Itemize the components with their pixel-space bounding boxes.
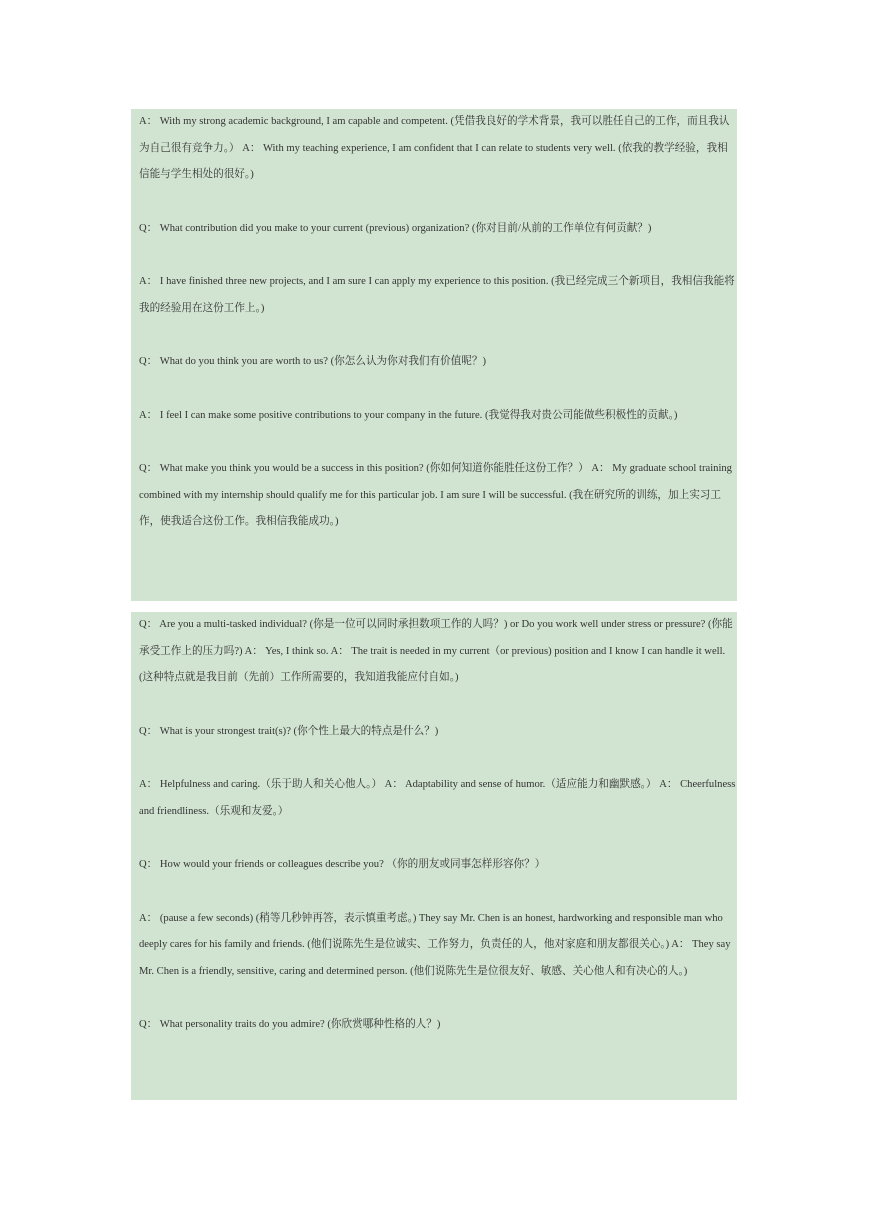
paragraph: Q： How would your friends or colleagues describe you? （你的朋友或同事怎样形容你？）: [139, 859, 546, 870]
paragraph: Q： What make you think you would be a success in this position? (你如何知道你能胜任这份工作？） A： My graduate school training combined with my internship should qualify me for this particular job. I am sure I will be successful. (我在研究所的训练，加上实习工作，使我适合这份工作。我相信我能成功。): [139, 463, 732, 527]
paragraph: A： (pause a few seconds) (稍等几秒钟再答，表示慎重考虑。) They say Mr. Chen is an honest, hardworking and responsible man who deeply cares for his family and friends. (他们说陈先生是位诚实、工作努力，负责任的人，他对家庭和朋友都很关心。) A： They say Mr. Chen is a friendly, sensitive, caring and determined person. (他们说陈先生是位很友好、敏感、关心他人和有决心的人。): [139, 912, 731, 977]
paragraph: Q： What do you think you are worth to us? (你怎么认为你对我们有价值呢？): [139, 356, 487, 367]
paragraph: Q： What personality traits do you admire? (你欣赏哪种性格的人？): [139, 1019, 441, 1030]
paragraph: A： Helpfulness and caring.（乐于助人和关心他人。） A： Adaptability and sense of humor.（适应能力和幽默感。） A： Cheerfulness and friendliness.（乐观和友爱。）: [139, 779, 736, 817]
paragraph: A： With my strong academic background, I am capable and competent. (凭借我良好的学术背景，我可以胜任自己的工作，而且我认为自己很有竞争力。） A： With my teaching experience, I am confident that I can relate to students very well. (依我的教学经验，我相信能与学生相处的很好。): [139, 116, 730, 180]
paragraph: Q： What contribution did you make to your current (previous) organization? (你对目前/从前的工作单位有何贡献？): [139, 222, 652, 234]
text-block-2: [131, 612, 737, 1100]
paragraph: Q： What is your strongest trait(s)? (你个性上最大的特点是什么？): [139, 725, 439, 737]
paragraph: A： I have finished three new projects, and I am sure I can apply my experience to this position. (我已经完成三个新项目，我相信我能将我的经验用在这份工作上。): [139, 276, 735, 314]
paragraph: Q： Are you a multi-tasked individual? (你是一位可以同时承担数项工作的人吗？) or Do you work well under stress or pressure? (你能承受工作上的压力吗?) A： Yes, I think so. A： The trait is needed in my current（or previous) position and I know I can handle it well. (这种特点就是我目前（先前）工作所需要的，我知道我能应付自如。): [139, 619, 733, 683]
paragraph: A： I feel I can make some positive contributions to your company in the future. (我觉得我对贵公司能做些积极性的贡献。): [139, 409, 678, 421]
text-block-1: [131, 109, 737, 601]
